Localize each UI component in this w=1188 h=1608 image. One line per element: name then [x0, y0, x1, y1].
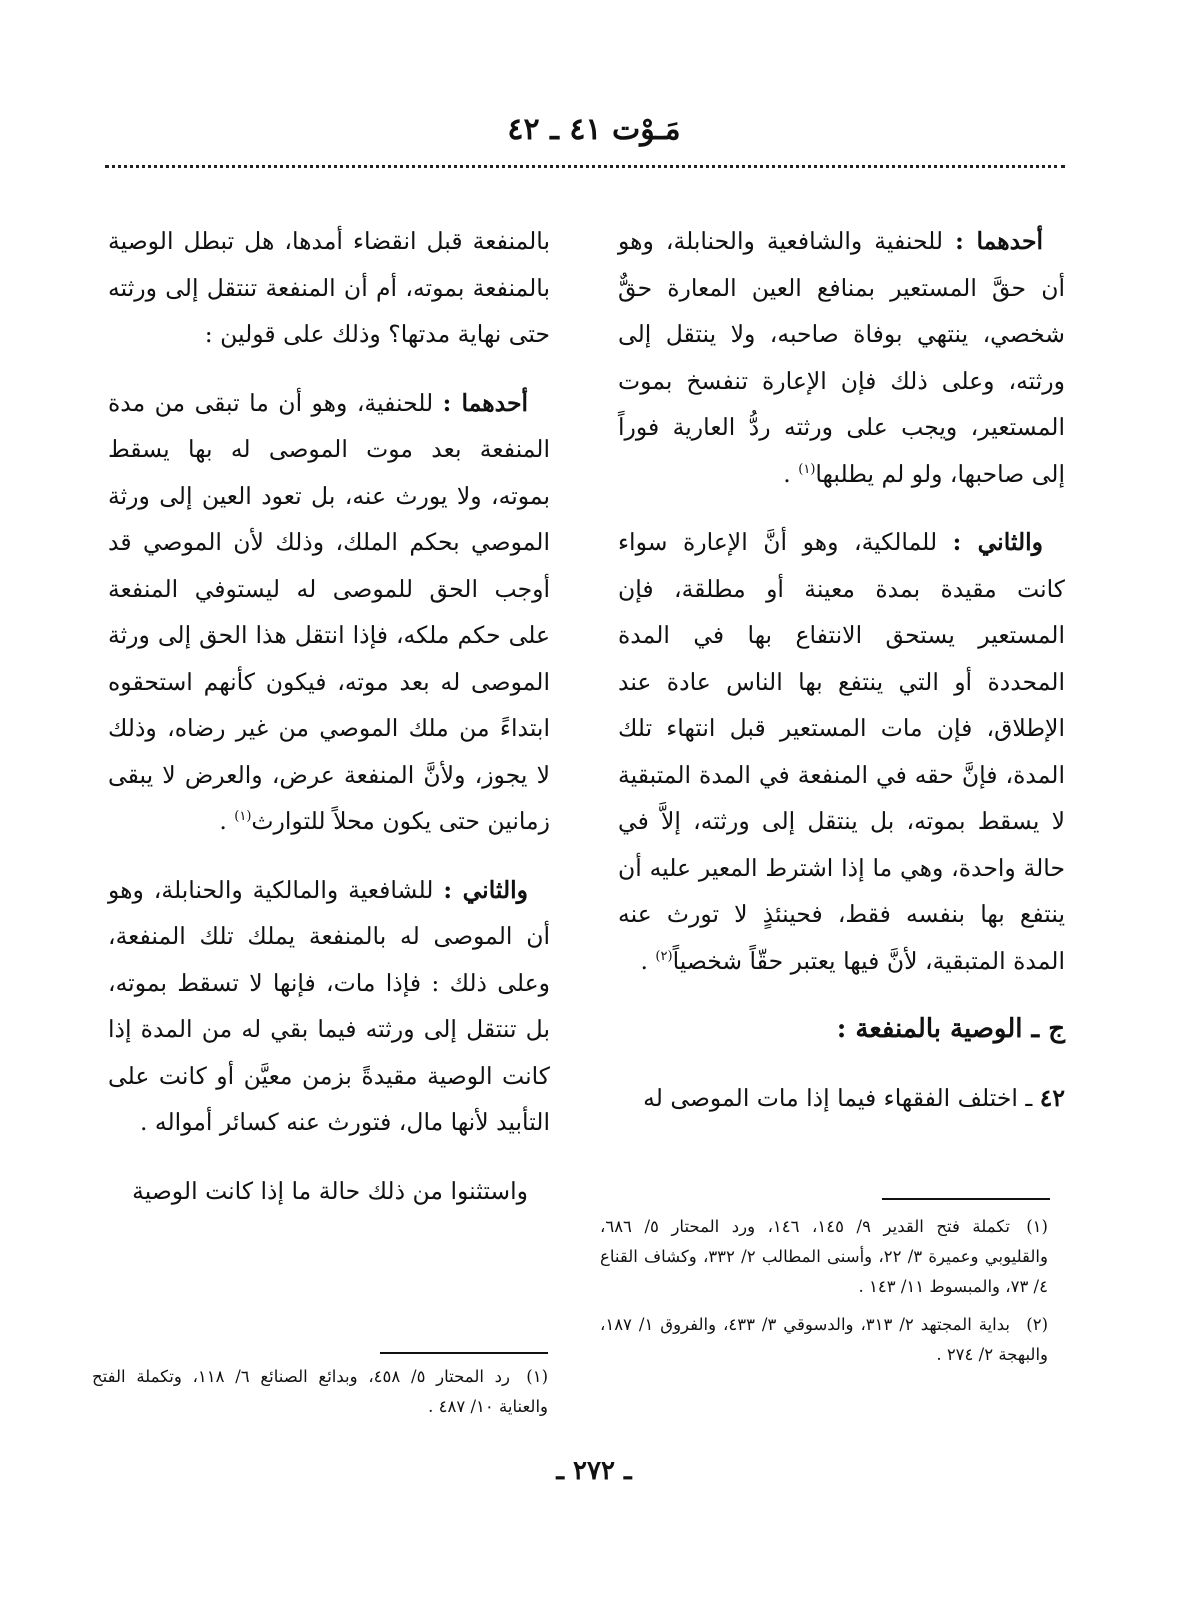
paragraph-label: أحدهما :	[442, 388, 529, 417]
footnote-ref: (١)	[798, 461, 816, 477]
header-dotted-rule	[105, 165, 1065, 168]
footnote: (٢)بداية المجتهد ٢/ ٣١٣، والدسوقي ٣/ ٤٣٣، والفروق ١/ ١٨٧، والبهجة ٢/ ٢٧٤ .	[600, 1315, 1049, 1364]
paragraph: ٤٢ ـ اختلف الفقهاء فيما إذا مات الموصى له	[643, 1083, 1065, 1112]
footnote-rule-right	[882, 1198, 1050, 1200]
footnote: (١)تكملة فتح القدير ٩/ ١٤٥، ١٤٦، ورد المحتار ٥/ ٦٨٦، والقليوبي وعميرة ٣/ ٢٢، وأسنى المطالب ٢/ ٣٣٢، وكشاف القناع ٤/ ٧٣، والمبسوط ١١/ ١٤٣ .	[600, 1217, 1048, 1296]
paragraph-label: أحدهما :	[955, 227, 1043, 255]
footnote-ref: (١)	[234, 809, 252, 825]
section-subheading: ج ـ الوصية بالمنفعة :	[836, 1014, 1065, 1044]
page-number: ـ ٢٧٢ ـ	[556, 1456, 632, 1486]
footnotes-right	[600, 1212, 1048, 1378]
paragraph: أحدهما : للحنفية، وهو أن ما تبقى من مدة المنفعة بعد موت الموصى له بها يسقط بموته، ولا يورث عنه، بل تعود العين إلى ورثة الموصي بحكم الملك، وذلك لأن الموصي قد أوجب الحق للموصى له ليستوفي المنفعة على حكم ملكه، فإذا انتقل هذا الحق إلى ورثة الموصى له بعد موته، فيكون كأنهم استحقوه ابتداءً من ملك الموصي من غير رضاه، وذلك لا يجوز، ولأنَّ المنفعة عرض، والعرض لا يبقى زمانين حتى يكون محلاً للتوارث$^{(١)}$ .	[108, 388, 550, 835]
footnote-rule-left	[380, 1352, 548, 1354]
paragraph: والثاني : للشافعية والمالكية والحنابلة، وهو أن الموصى له بالمنفعة يملك تلك المنفعة، وعلى ذلك : فإذا مات، فإنها لا تسقط بموته، بل تنتقل إلى ورثته فيما بقي له من المدة إذا كانت الوصية مقيدةً بزمن معيَّن أو كانت على التأبيد لأنها مال، فتورث عنه كسائر أمواله .	[108, 875, 550, 1136]
paragraph-label: والثاني :	[443, 875, 528, 904]
paragraph: أحدهما : للحنفية والشافعية والحنابلة، وهو أن حقَّ المستعير بمنافع العين المعارة حقٌّ شخصي، ينتهي بوفاة صاحبه، ولا ينتقل إلى ورثته، وعلى ذلك فإن الإعارة تنفسخ بموت المستعير، ويجب على ورثته ردُّ العارية فوراً إلى صاحبها، ولو لم يطلبها$^{(١)}$ .	[618, 227, 1065, 488]
paragraph: واستثنوا من ذلك حالة ما إذا كانت الوصية	[132, 1176, 528, 1205]
left-column	[108, 218, 550, 1236]
footnote-ref: (٢)	[655, 948, 673, 964]
footnote: (١)رد المحتار ٥/ ٤٥٨، وبدائع الصنائع ٦/ ١١٨، وتكملة الفتح والعناية ١٠/ ٤٨٧ .	[92, 1367, 548, 1416]
footnotes-left	[92, 1362, 548, 1430]
right-column	[618, 218, 1065, 1143]
paragraph-label: والثاني :	[952, 528, 1043, 556]
paragraph: والثاني : للمالكية، وهو أنَّ الإعارة سواء كانت مقيدة بمدة معينة أو مطلقة، فإن المستعير يستحق الانتفاع بها في المدة المحددة أو التي ينتفع بها الناس عادة عند الإطلاق، فإن مات المستعير قبل انتهاء تلك المدة، فإنَّ حقه في المنفعة في المدة المتبقية لا يسقط بموته، بل ينتقل إلى ورثته، إلاَّ في حالة واحدة، وهي ما إذا اشترط المعير عليه أن ينتفع بها بنفسه فقط، فحينئذٍ لا تورث عنه المدة المتبقية، لأنَّ فيها يعتبر حقّاً شخصياً$^{(٢)}$ .	[618, 528, 1065, 975]
section-number: ٤٢	[1039, 1083, 1065, 1112]
paragraph: بالمنفعة قبل انقضاء أمدها، هل تبطل الوصية بالمنفعة بموته، أم أن المنفعة تنتقل إلى ورثته حتى نهاية مدتها؟ وذلك على قولين :	[108, 227, 550, 348]
running-header: مَـوْت ٤١ ـ ٤٢	[507, 112, 681, 147]
